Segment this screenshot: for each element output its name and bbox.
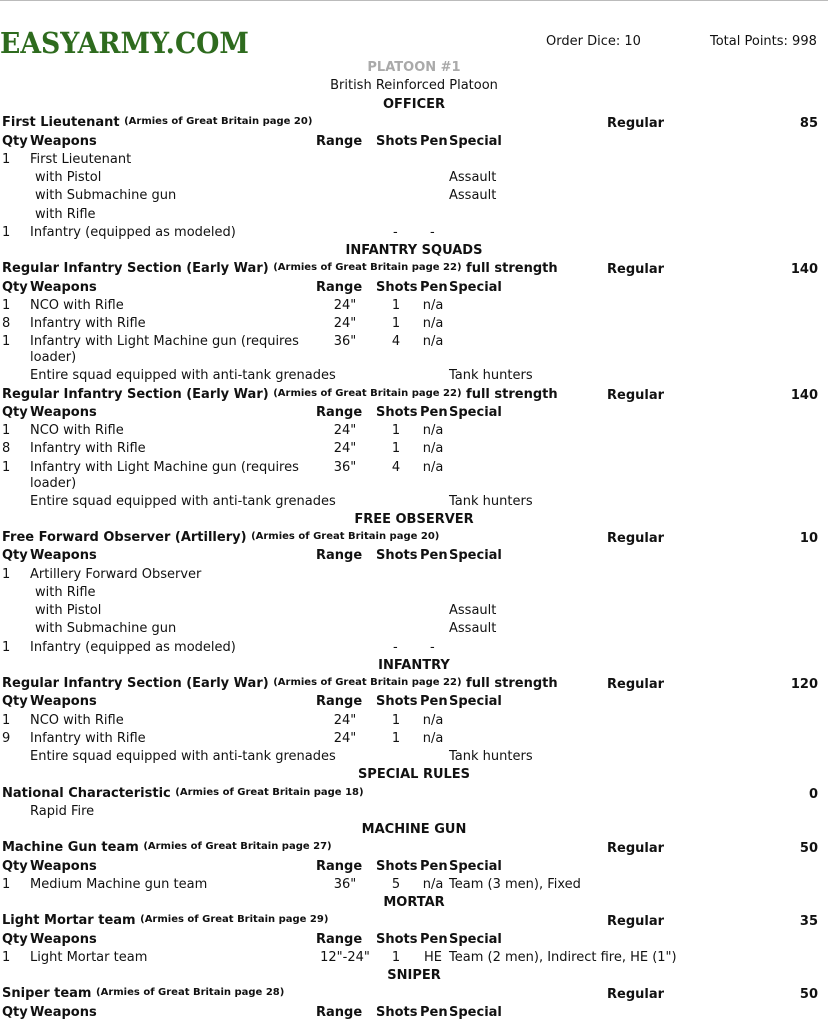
unit-header <box>0 675 828 693</box>
unit-points: 0 <box>808 786 818 802</box>
col-special: Special <box>449 1004 502 1020</box>
col-pen: Pen <box>420 133 448 149</box>
book-reference: (Armies of Great Britain page 18) <box>175 786 364 798</box>
unit-experience: Regular <box>607 914 665 930</box>
weapon-qty: 1 <box>2 297 11 313</box>
section-title: OFFICER <box>382 97 446 112</box>
weapon-name: Entire squad equipped with anti-tank grenades <box>30 368 336 384</box>
col-range: Range <box>316 694 363 710</box>
col-pen: Pen <box>420 858 448 874</box>
weapon-qty: 1 <box>2 151 11 167</box>
unit-header <box>0 260 828 278</box>
weapon-qty: 1 <box>2 949 11 965</box>
weapons-table-header <box>0 547 828 565</box>
unit-strength: full strength <box>466 676 558 691</box>
weapon-range: 24" <box>333 712 357 728</box>
col-range: Range <box>316 404 363 420</box>
unit-header <box>0 529 828 547</box>
weapon-qty: 1 <box>2 224 11 240</box>
section-title: MORTAR <box>383 895 445 910</box>
section-title: SNIPER <box>387 968 441 983</box>
weapon-name: Infantry (equipped as modeled) <box>30 639 236 655</box>
weapon-pen: n/a <box>422 423 444 438</box>
unit-strength: full strength <box>466 386 558 402</box>
weapon-row <box>0 169 828 187</box>
weapon-row <box>0 367 828 385</box>
weapons-table-header <box>0 858 828 876</box>
unit-experience: Regular <box>607 987 665 1003</box>
unit-experience: Regular <box>607 531 665 546</box>
col-pen: Pen <box>420 279 448 295</box>
book-reference: (Armies of Great Britain page 22) <box>273 262 462 274</box>
weapon-pen: HE <box>424 949 442 965</box>
weapon-name: Infantry with Rifle <box>30 441 146 457</box>
col-special: Special <box>449 548 502 564</box>
weapon-row <box>0 730 828 748</box>
weapon-name: with Pistol <box>35 603 102 618</box>
col-shots: Shots <box>376 279 418 295</box>
col-special: Special <box>449 404 502 420</box>
weapon-qty: 8 <box>2 441 11 457</box>
unit-name: Regular Infantry Section (Early War) (Armies of Great Britain page 22) full strength <box>2 676 558 691</box>
site-logo[interactable]: EASYARMY.COM <box>0 26 249 60</box>
col-range: Range <box>316 858 363 874</box>
weapon-qty: 8 <box>2 316 11 331</box>
weapon-name: with Rifle <box>35 584 96 600</box>
col-shots: Shots <box>376 694 418 710</box>
weapon-name: Infantry with Light Machine gun (requires loader) <box>30 334 299 366</box>
weapon-shots: 1 <box>391 730 401 746</box>
weapon-row <box>0 602 828 620</box>
weapon-name: with Submachine gun <box>35 188 177 204</box>
section-title: INFANTRY <box>378 657 450 673</box>
weapon-shots: 1 <box>391 712 401 728</box>
col-special: Special <box>449 858 502 874</box>
col-weapons: Weapons <box>30 404 97 420</box>
col-pen: Pen <box>420 404 448 420</box>
col-shots: Shots <box>376 133 418 149</box>
unit-name: Sniper team (Armies of Great Britain page 28) <box>2 986 285 1002</box>
col-range: Range <box>316 1004 363 1020</box>
weapon-name: Rapid Fire <box>30 803 95 819</box>
weapon-pen: n/a <box>422 712 444 728</box>
unit-points: 35 <box>799 914 818 930</box>
weapon-name: Infantry with Rifle <box>30 316 146 331</box>
col-qty: Qty <box>2 133 28 149</box>
col-qty: Qty <box>2 404 28 420</box>
unit-points: 50 <box>799 841 818 857</box>
book-reference: (Armies of Great Britain page 29) <box>140 914 329 926</box>
weapon-qty: 9 <box>2 730 11 746</box>
col-shots: Shots <box>376 858 418 874</box>
section-title: FREE OBSERVER <box>354 511 474 527</box>
weapon-shots: 1 <box>391 423 401 438</box>
weapon-pen: n/a <box>422 316 444 331</box>
col-pen: Pen <box>420 694 448 710</box>
unit-header <box>0 785 828 803</box>
weapon-row <box>0 224 828 242</box>
weapon-qty: 1 <box>2 423 11 438</box>
weapons-table-header <box>0 1004 828 1022</box>
weapon-qty: 1 <box>2 459 11 475</box>
weapon-row <box>0 876 828 894</box>
col-shots: Shots <box>376 404 418 420</box>
book-reference: (Armies of Great Britain page 27) <box>143 841 332 853</box>
weapon-row <box>0 584 828 602</box>
weapon-name: First Lieutenant <box>30 151 132 167</box>
unit-points: 120 <box>790 677 818 692</box>
section-title: INFANTRY SQUADS <box>345 243 483 258</box>
unit-header <box>0 839 828 857</box>
col-range: Range <box>316 133 363 149</box>
weapon-range: 36" <box>333 459 357 475</box>
weapon-name: Entire squad equipped with anti-tank grenades <box>30 493 336 509</box>
col-pen: Pen <box>420 548 448 564</box>
book-reference: (Armies of Great Britain page 22) <box>273 677 462 688</box>
weapon-qty: 1 <box>2 334 11 350</box>
weapon-name: NCO with Rifle <box>30 423 124 438</box>
weapon-name: Infantry with Light Machine gun (requires loader) <box>30 459 299 491</box>
col-special: Special <box>449 279 502 295</box>
weapon-shots-dash: - <box>430 224 435 240</box>
weapons-table-header <box>0 693 828 711</box>
weapon-shots: 4 <box>391 334 401 350</box>
weapon-row <box>0 440 828 458</box>
weapon-row <box>0 333 828 367</box>
weapon-range: 24" <box>333 441 357 457</box>
weapon-special: Assault <box>449 603 497 618</box>
weapon-pen: n/a <box>422 441 444 457</box>
weapon-special: Assault <box>449 621 497 637</box>
top-divider <box>0 0 828 1</box>
weapons-table-header <box>0 133 828 151</box>
weapons-table-header <box>0 404 828 422</box>
col-range: Range <box>316 548 363 564</box>
weapon-special: Tank hunters <box>449 749 533 764</box>
unit-experience: Regular <box>607 262 665 278</box>
weapon-row <box>0 315 828 333</box>
weapon-name: NCO with Rifle <box>30 712 124 728</box>
unit-points: 85 <box>799 116 818 132</box>
unit-name: First Lieutenant (Armies of Great Britain page 20) <box>2 115 313 131</box>
unit-points: 50 <box>799 987 818 1003</box>
weapon-qty: 1 <box>2 639 11 655</box>
col-special: Special <box>449 931 502 947</box>
order-dice: Order Dice: 10 <box>546 34 641 49</box>
col-shots: Shots <box>376 548 418 564</box>
col-weapons: Weapons <box>30 1004 97 1020</box>
weapon-row <box>0 949 828 967</box>
col-weapons: Weapons <box>30 931 97 947</box>
weapon-pen: n/a <box>422 730 444 746</box>
unit-name: Free Forward Observer (Artillery) (Armies of Great Britain page 20) <box>2 530 440 545</box>
unit-strength: full strength <box>466 261 558 277</box>
unit-experience: Regular <box>607 677 665 692</box>
weapon-qty: 1 <box>2 566 11 582</box>
col-weapons: Weapons <box>30 279 97 295</box>
weapon-shots-dash: - <box>430 639 435 655</box>
col-qty: Qty <box>2 694 28 710</box>
col-qty: Qty <box>2 279 28 295</box>
weapon-range-dash: - <box>393 224 398 240</box>
weapon-row <box>0 151 828 169</box>
weapons-table-header <box>0 931 828 949</box>
weapon-row <box>0 620 828 638</box>
weapon-row <box>0 297 828 315</box>
weapon-special: Assault <box>449 188 497 204</box>
col-pen: Pen <box>420 931 448 947</box>
col-range: Range <box>316 931 363 947</box>
weapon-special: Assault <box>449 170 497 185</box>
unit-name: Regular Infantry Section (Early War) (Armies of Great Britain page 22) full strength <box>2 386 558 402</box>
unit-experience: Regular <box>607 387 665 403</box>
platoon-title: PLATOON #1 <box>367 60 461 75</box>
weapon-shots: 4 <box>391 459 401 475</box>
col-special: Special <box>449 133 502 149</box>
weapon-range: 24" <box>333 316 357 331</box>
weapon-shots: 1 <box>391 316 401 331</box>
unit-name: Machine Gun team (Armies of Great Britain page 27) <box>2 840 332 856</box>
weapon-pen: n/a <box>422 297 444 313</box>
unit-header <box>0 912 828 930</box>
unit-experience: Regular <box>607 841 665 857</box>
weapon-name: with Submachine gun <box>35 621 177 637</box>
total-points: Total Points: 998 <box>710 34 817 49</box>
weapon-name: with Pistol <box>35 170 102 185</box>
weapon-row <box>0 187 828 205</box>
weapon-row <box>0 712 828 730</box>
col-qty: Qty <box>2 931 28 947</box>
col-weapons: Weapons <box>30 548 97 564</box>
col-qty: Qty <box>2 548 28 564</box>
weapon-row <box>0 748 828 766</box>
col-weapons: Weapons <box>30 133 97 149</box>
unit-name: Light Mortar team (Armies of Great Britain page 29) <box>2 913 329 929</box>
unit-header <box>0 985 828 1003</box>
col-weapons: Weapons <box>30 694 97 710</box>
unit-points: 140 <box>790 262 818 278</box>
book-reference: (Armies of Great Britain page 20) <box>251 531 440 542</box>
col-shots: Shots <box>376 931 418 947</box>
weapon-row <box>0 639 828 657</box>
weapon-row <box>0 803 828 821</box>
weapon-pen: n/a <box>422 876 444 892</box>
platoon-type: British Reinforced Platoon <box>330 78 498 93</box>
col-pen: Pen <box>420 1004 448 1020</box>
weapon-shots: 1 <box>391 949 401 965</box>
weapon-shots: 1 <box>391 441 401 457</box>
weapon-range: 24" <box>333 730 357 746</box>
army-list <box>0 96 828 1022</box>
weapons-table-header <box>0 279 828 297</box>
weapon-special: Team (2 men), Indirect fire, HE (1") <box>449 949 677 965</box>
col-special: Special <box>449 694 502 710</box>
weapon-qty: 1 <box>2 876 11 892</box>
weapon-range: 24" <box>333 423 357 438</box>
weapon-special: Tank hunters <box>449 368 533 384</box>
col-shots: Shots <box>376 1004 418 1020</box>
col-qty: Qty <box>2 858 28 874</box>
weapon-pen: n/a <box>422 459 444 475</box>
section-title: SPECIAL RULES <box>357 767 471 783</box>
weapon-name: NCO with Rifle <box>30 297 124 313</box>
weapon-row <box>0 566 828 584</box>
weapon-name: Entire squad equipped with anti-tank grenades <box>30 749 336 764</box>
weapon-name: with Rifle <box>35 206 96 222</box>
book-reference: (Armies of Great Britain page 28) <box>96 987 285 999</box>
section-title: MACHINE GUN <box>361 822 467 837</box>
weapon-row <box>0 459 828 493</box>
weapon-pen: n/a <box>422 334 444 350</box>
book-reference: (Armies of Great Britain page 20) <box>124 116 313 128</box>
weapon-name: Medium Machine gun team <box>30 876 208 892</box>
weapon-range: 36" <box>333 876 357 892</box>
weapon-range: 24" <box>333 297 357 313</box>
weapon-range: 36" <box>333 334 357 350</box>
weapon-row <box>0 206 828 224</box>
unit-points: 10 <box>799 531 818 546</box>
weapon-shots: 1 <box>391 297 401 313</box>
weapon-name: Artillery Forward Observer <box>30 566 202 582</box>
unit-name: National Characteristic (Armies of Great Britain page 18) <box>2 785 364 801</box>
book-reference: (Armies of Great Britain page 22) <box>273 387 462 399</box>
weapon-qty: 1 <box>2 712 11 728</box>
col-range: Range <box>316 279 363 295</box>
unit-header <box>0 114 828 132</box>
weapon-row <box>0 422 828 440</box>
weapon-range: 12"-24" <box>320 949 370 965</box>
weapon-name: Infantry with Rifle <box>30 730 146 746</box>
weapon-row <box>0 493 828 511</box>
col-weapons: Weapons <box>30 858 97 874</box>
weapon-range-dash: - <box>393 639 398 655</box>
weapon-special: Team (3 men), Fixed <box>449 876 581 892</box>
weapon-shots: 5 <box>391 876 401 892</box>
unit-header <box>0 386 828 404</box>
col-qty: Qty <box>2 1004 28 1020</box>
unit-points: 140 <box>790 387 818 403</box>
unit-name: Regular Infantry Section (Early War) (Armies of Great Britain page 22) full strength <box>2 261 558 277</box>
weapon-name: Light Mortar team <box>30 949 148 965</box>
weapon-name: Infantry (equipped as modeled) <box>30 224 236 240</box>
weapon-special: Tank hunters <box>449 493 533 509</box>
unit-experience: Regular <box>607 116 665 132</box>
